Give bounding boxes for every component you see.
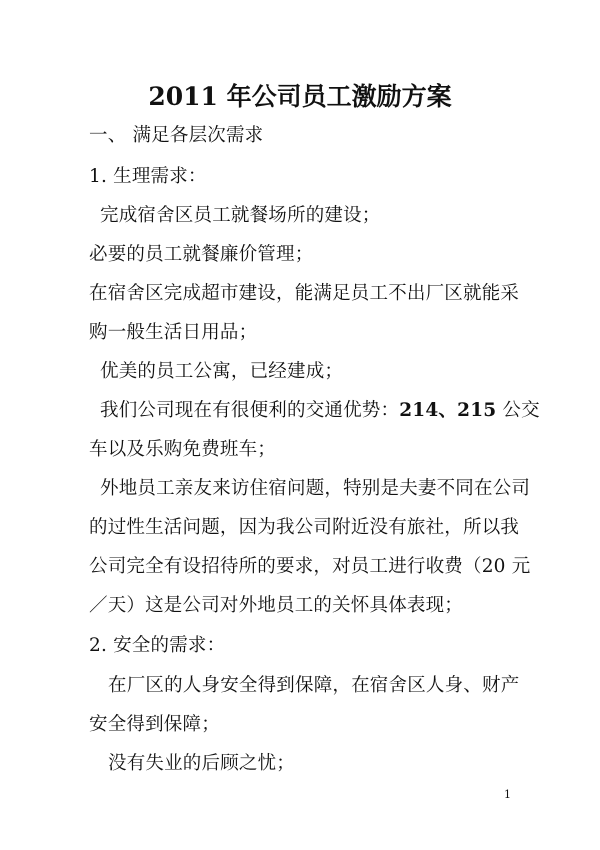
page-number: 1 bbox=[504, 788, 511, 801]
body-line: 优美的员工公寓，已经建成； bbox=[100, 361, 344, 382]
body-line: 在宿舍区完成超市建设，能满足员工不出厂区就能采 bbox=[89, 283, 520, 304]
body-line: 车以及乐购免费班车； bbox=[89, 439, 277, 460]
body-line-transport bbox=[100, 398, 540, 424]
body-line: 购一般生活日用品； bbox=[89, 322, 258, 343]
body-line: 安全得到保障； bbox=[89, 714, 220, 735]
body-line: 必要的员工就餐廉价管理； bbox=[89, 244, 314, 265]
body-line: 外地员工亲友来访住宿问题，特别是夫妻不同在公司 bbox=[100, 478, 531, 499]
section-heading-1: 一、 满足各层次需求 bbox=[89, 125, 264, 146]
document-title: 2011 年公司员工激励方案 bbox=[148, 82, 452, 111]
body-line: 没有失业的后顾之忧； bbox=[108, 753, 296, 774]
body-line: ／天）这是公司对外地员工的关怀具体表现； bbox=[89, 595, 464, 616]
body-line: 完成宿舍区员工就餐场所的建设； bbox=[100, 205, 381, 226]
subheading-physiological-needs: 1. 生理需求： bbox=[89, 166, 207, 187]
body-line: 公司完全有设招待所的要求，对员工进行收费（20 元 bbox=[89, 556, 531, 577]
body-text: 公交 bbox=[496, 400, 540, 421]
body-text: 我们公司现在有很便利的交通优势： bbox=[100, 400, 400, 421]
body-line: 在厂区的人身安全得到保障，在宿舍区人身、财产 bbox=[108, 675, 520, 696]
bus-route-numbers: 214、215 bbox=[399, 400, 497, 421]
body-line: 的过性生活问题，因为我公司附近没有旅社，所以我 bbox=[89, 517, 520, 538]
subheading-safety-needs: 2. 安全的需求： bbox=[89, 635, 226, 656]
